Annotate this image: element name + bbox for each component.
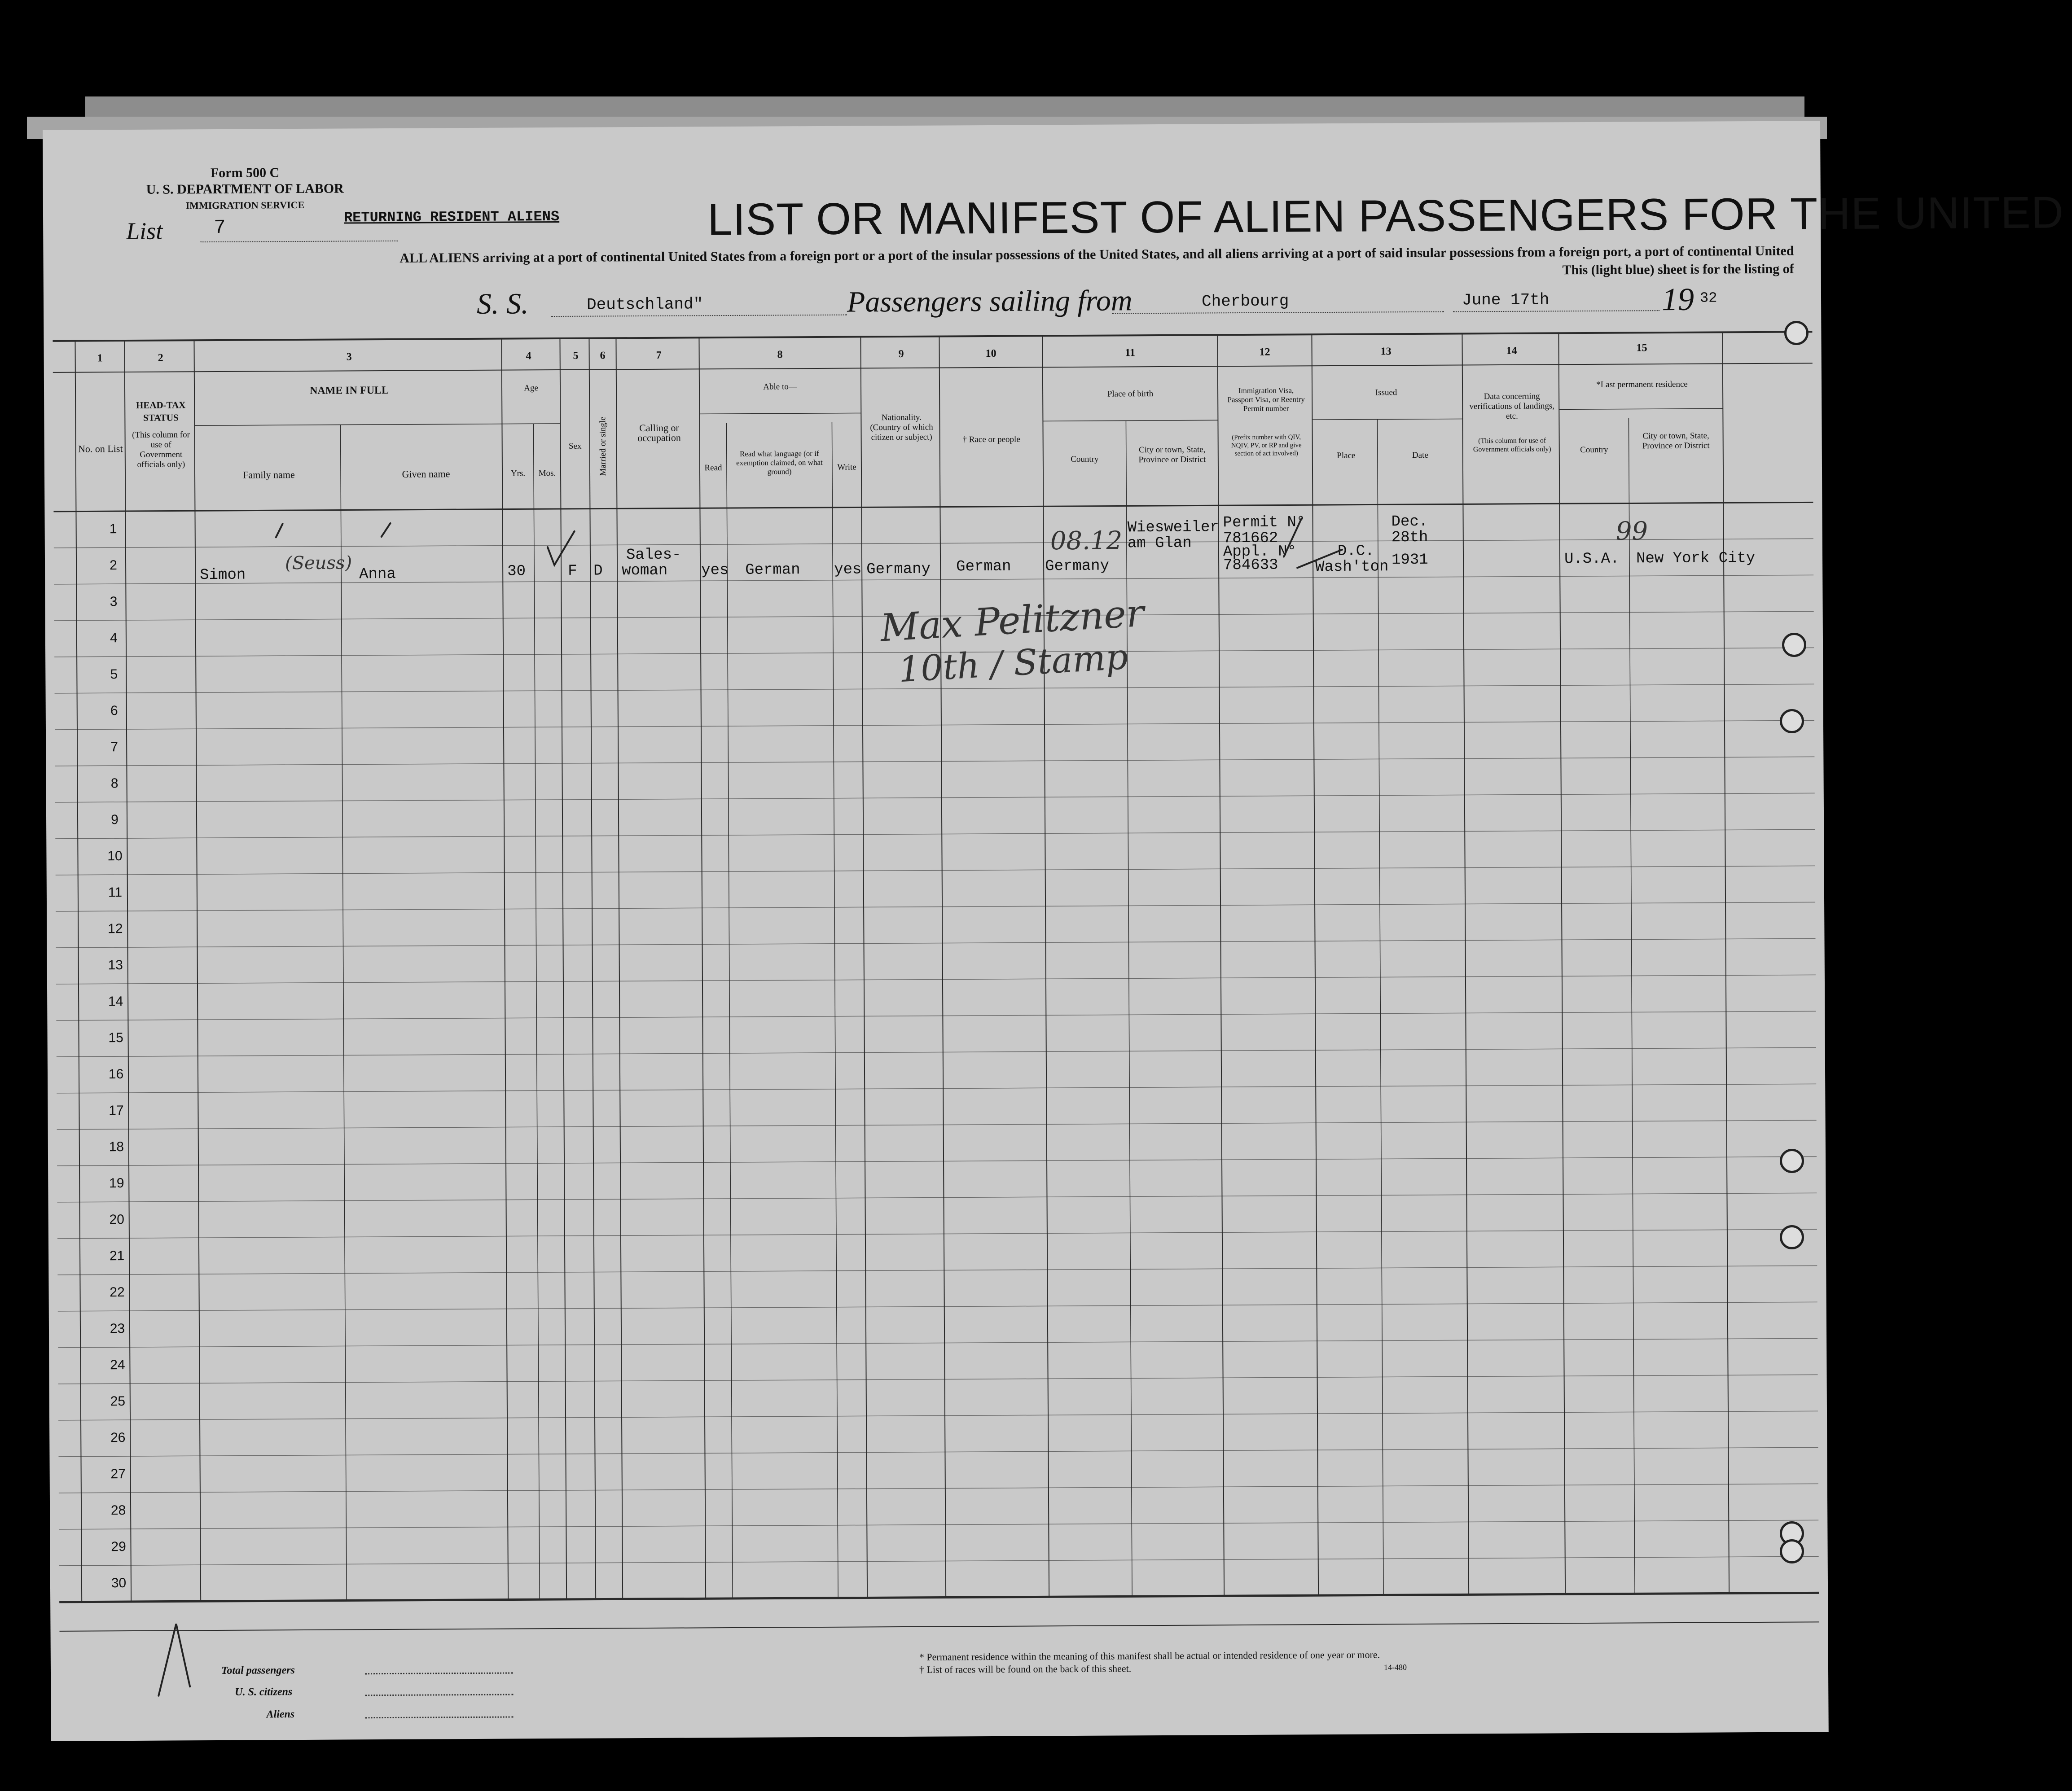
- row-number: 16: [108, 1066, 124, 1082]
- col-num-5: 5: [573, 350, 579, 362]
- header-read-lang: Read what language (or if exemption claimed, on what ground): [736, 449, 823, 476]
- header-given-name: Given name: [402, 468, 450, 480]
- header-data-concerning: Data concerning verifications of landings, etc.: [1469, 391, 1555, 421]
- handwritten-marks: [43, 121, 1829, 1741]
- row-number: 23: [110, 1321, 125, 1336]
- footer-code: 14-480: [1383, 1663, 1407, 1672]
- header-issued-date: Date: [1412, 450, 1428, 460]
- header-head-tax-note: (This column for use of Government officials only): [132, 430, 190, 469]
- entry-issued-date-3: 1931: [1391, 551, 1428, 569]
- row-number: 10: [107, 848, 123, 863]
- binder-hole: [1782, 633, 1806, 657]
- header-residence-city: City or town, State, Province or District: [1642, 431, 1710, 451]
- col-num-13: 13: [1380, 346, 1392, 358]
- header-married: Married or single: [598, 416, 608, 476]
- entry-calling-2: woman: [622, 562, 668, 580]
- entry-residence-country: U.S.A.: [1564, 550, 1620, 568]
- corner-flourish-mark: [158, 1624, 190, 1695]
- row-number: 18: [109, 1139, 124, 1154]
- entry-residence-annotation: 99: [1615, 517, 1648, 546]
- row-number: 21: [109, 1248, 125, 1263]
- row-number: 4: [110, 630, 118, 645]
- col-num-11: 11: [1125, 347, 1136, 359]
- row-number: 11: [108, 885, 123, 900]
- header-race: † Race or people: [962, 434, 1020, 445]
- footer-total-passengers: Total passengers: [221, 1664, 295, 1677]
- col-num-8: 8: [777, 349, 783, 361]
- row-number: 8: [110, 775, 119, 791]
- header-able-to: Able to—: [763, 382, 797, 392]
- row-number: 17: [109, 1103, 124, 1118]
- header-issued: Issued: [1375, 388, 1397, 398]
- entry-nationality: Germany: [866, 561, 931, 578]
- checkmark-mark: [276, 523, 391, 537]
- sailing-label: Passengers sailing from: [847, 284, 1133, 319]
- row-number: 2: [110, 557, 118, 573]
- entry-read: yes: [701, 562, 729, 579]
- binder-hole: [1780, 1539, 1804, 1563]
- header-mos: Mos.: [538, 469, 556, 478]
- header-residence-country: Country: [1580, 445, 1608, 455]
- entry-calling-1: Sales-: [626, 546, 681, 564]
- col-num-14: 14: [1506, 345, 1517, 357]
- subtitle-line-1: ALL ALIENS arriving at a port of continental United States from a foreign port or a port of the insular possessions of the United States, and all aliens arriving at a port of said insular possessions from a foreign port, a port of continental United: [399, 243, 1794, 266]
- port-name: Cherbourg: [1201, 292, 1289, 311]
- entry-given-name: Anna: [359, 565, 396, 583]
- col-num-7: 7: [656, 349, 662, 361]
- entry-birth-city-1: Wiesweiler: [1127, 519, 1219, 537]
- row-number: 27: [110, 1466, 126, 1481]
- footer-note-2: † List of races will be found on the back of this sheet.: [919, 1663, 1132, 1675]
- entry-permit-1: Permit N°: [1223, 514, 1306, 532]
- subtitle-line-2: This (light blue) sheet is for the listing of: [1562, 261, 1794, 278]
- year-prefix: 19: [1661, 281, 1694, 318]
- entry-birth-annotation: 08.12: [1050, 526, 1123, 556]
- row-number: 28: [110, 1502, 126, 1518]
- header-last-residence: *Last permanent residence: [1596, 379, 1688, 390]
- row-number: 9: [111, 812, 119, 827]
- entry-race: German: [956, 558, 1011, 576]
- header-name-in-full: NAME IN FULL: [309, 384, 389, 397]
- entry-age-yrs: 30: [507, 563, 526, 580]
- header-no-on-list: No. on List: [78, 443, 123, 455]
- header-place-of-birth: Place of birth: [1107, 389, 1154, 399]
- entry-permit-3: Appl. N°: [1223, 543, 1297, 561]
- ship-name: Deutschland": [586, 295, 703, 314]
- entry-issued-date-1: Dec.: [1391, 513, 1428, 531]
- handwritten-note-2: 10th / Stamp: [897, 637, 1129, 691]
- col-num-9: 9: [898, 348, 904, 360]
- row-number: 12: [108, 921, 123, 936]
- row-number: 13: [108, 957, 123, 972]
- handwritten-note-1: Max Pelitzner: [879, 591, 1146, 650]
- issued-slash-mark: [1297, 550, 1342, 568]
- row-number: 19: [109, 1175, 124, 1191]
- binder-hole: [1780, 1225, 1804, 1249]
- entry-language: German: [745, 561, 800, 579]
- row-number: 15: [108, 1030, 123, 1045]
- col-num-6: 6: [600, 350, 606, 362]
- header-data-note: (This column for use of Government officials only): [1473, 437, 1551, 454]
- row-number: 25: [110, 1393, 126, 1409]
- entry-birth-city-2: am Glan: [1127, 534, 1192, 552]
- list-number: 7: [214, 216, 226, 240]
- entry-family-name: Simon: [200, 566, 246, 584]
- header-read: Read: [704, 463, 722, 473]
- row-number: 22: [110, 1284, 125, 1300]
- row-number: 1: [109, 521, 117, 536]
- row-number: 24: [110, 1357, 125, 1372]
- col-num-12: 12: [1259, 346, 1270, 358]
- list-type: RETURNING RESIDENT ALIENS: [343, 208, 560, 226]
- col-num-15: 15: [1636, 342, 1647, 354]
- header-issued-place: Place: [1337, 451, 1356, 460]
- row-number: 26: [110, 1430, 126, 1445]
- col-num-10: 10: [985, 347, 996, 360]
- header-age: Age: [524, 383, 538, 393]
- row-number: 6: [110, 703, 118, 718]
- col-num-4: 4: [526, 350, 531, 362]
- col-num-3: 3: [346, 351, 352, 363]
- entry-issued-place-1: D.C.: [1337, 543, 1374, 560]
- entry-family-name-hand: (Seuss): [285, 552, 352, 574]
- row-number: 29: [111, 1539, 126, 1554]
- entry-birth-country: Germany: [1045, 557, 1110, 575]
- permit-slash-mark: [1284, 518, 1302, 556]
- year-suffix: 32: [1699, 289, 1717, 307]
- entry-permit-2: 781662: [1223, 530, 1278, 547]
- page-title: LIST OR MANIFEST OF ALIEN PASSENGERS FOR THE UNITED: [707, 187, 2064, 245]
- ss-label: S. S.: [476, 287, 529, 320]
- footer-note-1: * Permanent residence within the meaning of this manifest shall be actual or intended residence of one year or more.: [919, 1649, 1380, 1663]
- binder-hole: [1780, 1149, 1804, 1173]
- header-sex: Sex: [568, 441, 582, 451]
- sailing-date: June 17th: [1462, 290, 1550, 310]
- header-birth-city: City or town, State, Province or District: [1138, 445, 1206, 465]
- row-number: 5: [110, 666, 118, 682]
- entry-write: yes: [834, 561, 862, 578]
- checkmark-mark: [548, 531, 575, 565]
- col-num-1: 1: [97, 352, 103, 364]
- header-nationality: Nationality. (Country of which citizen or subject): [870, 412, 933, 442]
- manifest-sheet: [43, 121, 2064, 1741]
- col-num-2: 2: [158, 352, 163, 364]
- row-number: 30: [111, 1575, 127, 1590]
- row-number: 3: [110, 594, 118, 609]
- header-calling: Calling or occupation: [637, 422, 681, 444]
- list-label: List: [126, 217, 163, 245]
- entry-permit-4: 784633: [1223, 556, 1278, 574]
- row-number: 14: [108, 994, 123, 1009]
- form-number: Form 500 C: [210, 165, 280, 181]
- entry-issued-date-2: 28th: [1391, 529, 1428, 547]
- header-birth-country: Country: [1071, 454, 1099, 464]
- binder-hole: [1780, 709, 1804, 733]
- header-yrs: Yrs.: [510, 469, 526, 478]
- entry-sex: F: [568, 562, 577, 580]
- row-number: 7: [110, 739, 119, 754]
- form-service: IMMIGRATION SERVICE: [185, 199, 305, 211]
- header-family-name: Family name: [243, 469, 295, 481]
- entry-married: D: [593, 562, 603, 580]
- entry-issued-place-2: Wash'ton: [1315, 558, 1389, 576]
- header-write: Write: [837, 462, 856, 472]
- header-visa: Immigration Visa, Passport Visa, or Reentry Permit number: [1227, 386, 1305, 413]
- entry-residence-city: New York City: [1636, 550, 1756, 568]
- binder-hole: [1784, 321, 1809, 345]
- header-visa-note: (Prefix number with QIV, NQIV, PV, or RP and give section of act involved): [1231, 434, 1302, 458]
- footer-aliens: Aliens: [266, 1708, 295, 1721]
- header-head-tax: HEAD-TAX STATUS: [136, 399, 186, 423]
- form-department: U. S. DEPARTMENT OF LABOR: [146, 181, 344, 197]
- footer-us-citizens: U. S. citizens: [235, 1686, 293, 1698]
- row-number: 20: [109, 1212, 124, 1227]
